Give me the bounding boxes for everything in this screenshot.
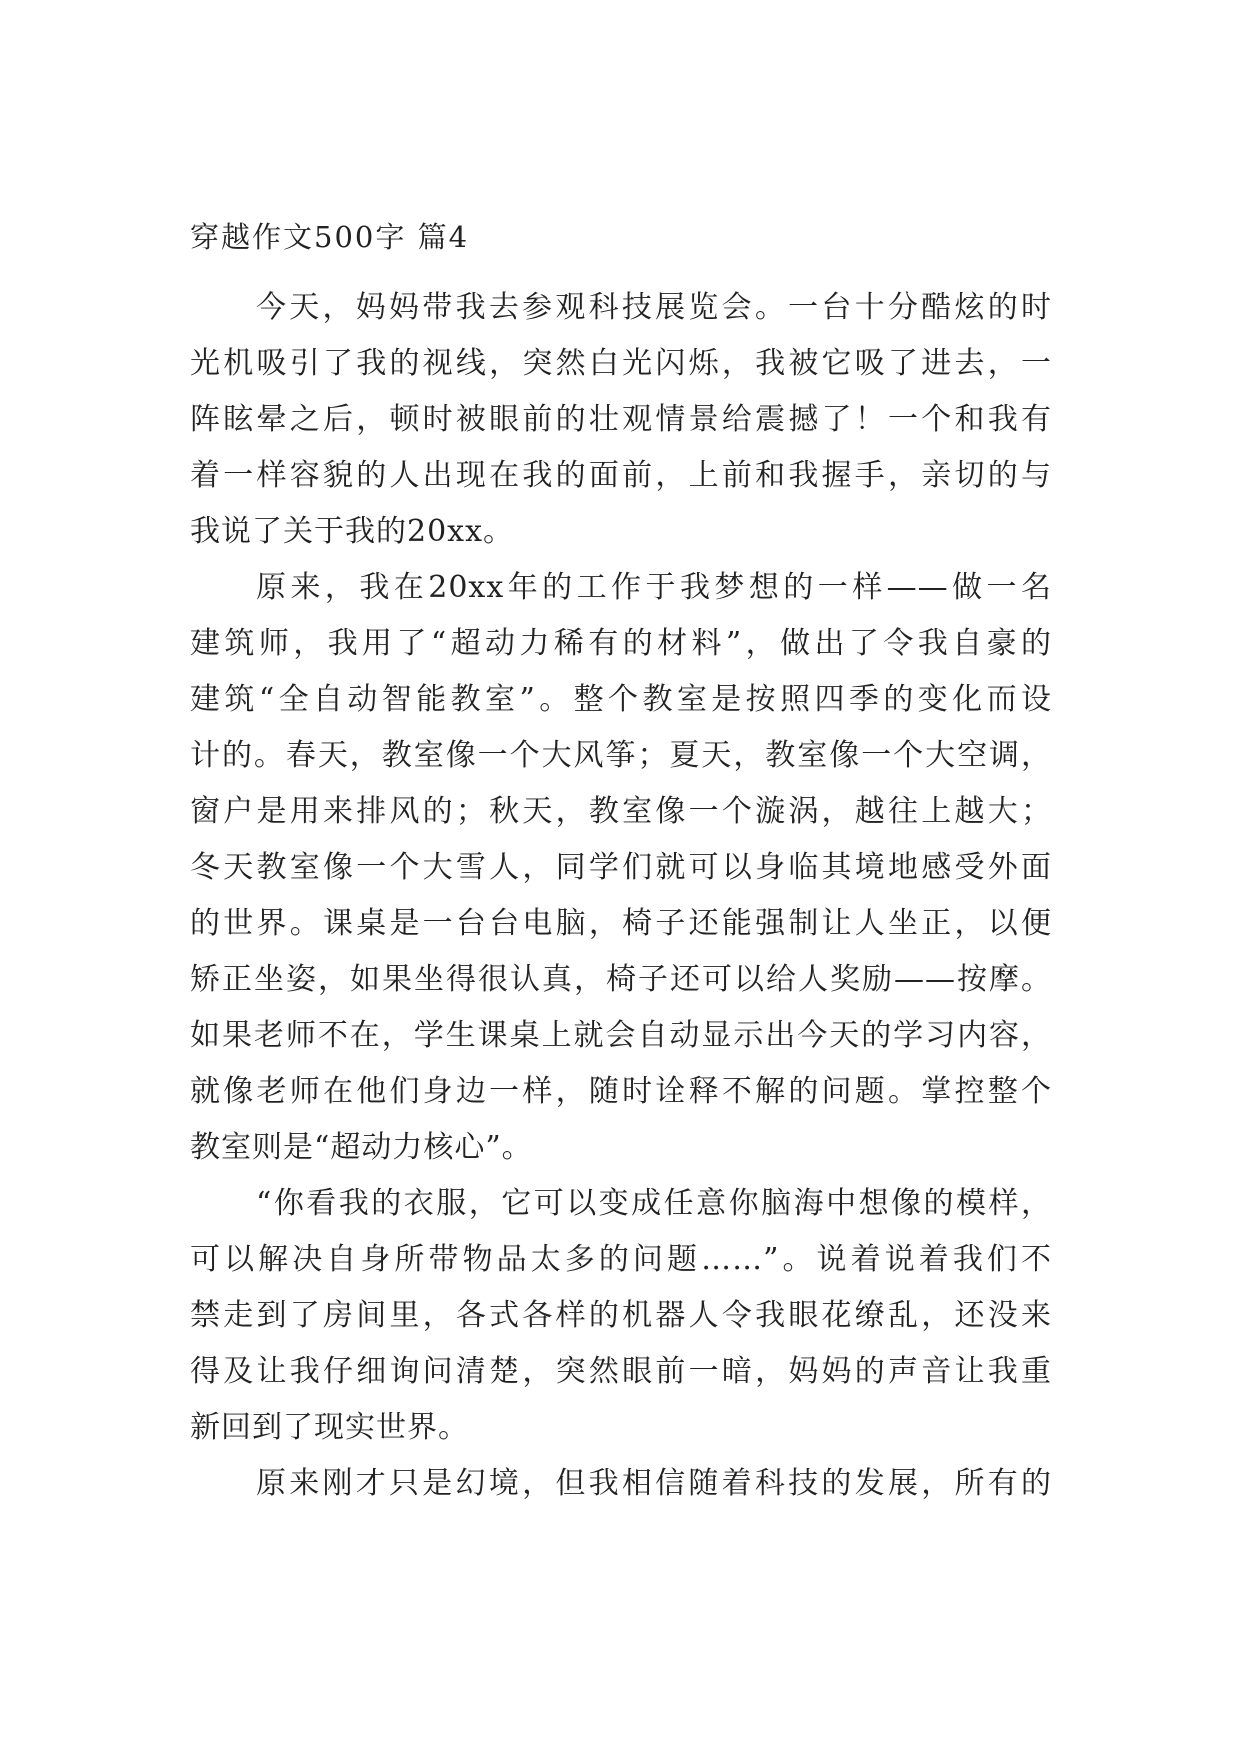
paragraph-line: 建筑师，我用了“超动力稀有的材料”，做出了令我自豪的 — [190, 626, 1052, 661]
paragraph-line: 我说了关于我的20xx。 — [190, 514, 515, 549]
paragraph-2 — [190, 560, 1052, 1176]
paragraph-line: 的世界。课桌是一台台电脑，椅子还能强制让人坐正，以便 — [190, 906, 1052, 941]
paragraph-line: 教室则是“超动力核心”。 — [190, 1130, 533, 1165]
paragraph-line: 禁走到了房间里，各式各样的机器人令我眼花缭乱，还没来 — [190, 1298, 1052, 1333]
paragraph-line: 阵眩晕之后，顿时被眼前的壮观情景给震撼了！一个和我有 — [190, 402, 1052, 437]
paragraph-line: 可以解决自身所带物品太多的问题……”。说着说着我们不 — [190, 1242, 1052, 1277]
paragraph-line: 建筑“全自动智能教室”。整个教室是按照四季的变化而设 — [190, 682, 1052, 717]
paragraph-4 — [190, 1456, 1052, 1512]
paragraph-3 — [190, 1176, 1052, 1456]
paragraph-line: 如果老师不在，学生课桌上就会自动显示出今天的学习内容， — [190, 1018, 1052, 1053]
paragraph-line: 窗户是用来排风的；秋天，教室像一个漩涡，越往上越大； — [190, 794, 1052, 829]
paragraph-line: 原来刚才只是幻境，但我相信随着科技的发展，所有的 — [256, 1466, 1052, 1501]
paragraph-line: 光机吸引了我的视线，突然白光闪烁，我被它吸了进去，一 — [190, 346, 1052, 381]
paragraph-line: 原来，我在20xx年的工作于我梦想的一样——做一名 — [256, 570, 1052, 605]
paragraph-line: 计的。春天，教室像一个大风筝；夏天，教室像一个大空调， — [190, 738, 1052, 773]
paragraph-line: 冬天教室像一个大雪人，同学们就可以身临其境地感受外面 — [190, 850, 1052, 885]
paragraph-line: 着一样容貌的人出现在我的面前，上前和我握手，亲切的与 — [190, 458, 1052, 493]
paragraph-line: “你看我的衣服，它可以变成任意你脑海中想像的模样， — [256, 1186, 1052, 1221]
paragraph-line: 得及让我仔细询问清楚，突然眼前一暗，妈妈的声音让我重 — [190, 1354, 1052, 1389]
paragraph-1 — [190, 280, 1052, 560]
paragraph-line: 新回到了现实世界。 — [190, 1410, 469, 1445]
paragraph-line: 就像老师在他们身边一样，随时诠释不解的问题。掌控整个 — [190, 1074, 1052, 1109]
paragraph-line: 今天，妈妈带我去参观科技展览会。一台十分酷炫的时 — [256, 290, 1052, 325]
document-body — [190, 280, 1052, 1512]
paragraph-line: 矫正坐姿，如果坐得很认真，椅子还可以给人奖励——按摩。 — [190, 962, 1052, 997]
document-heading: 穿越作文500字 篇4 — [190, 220, 470, 254]
